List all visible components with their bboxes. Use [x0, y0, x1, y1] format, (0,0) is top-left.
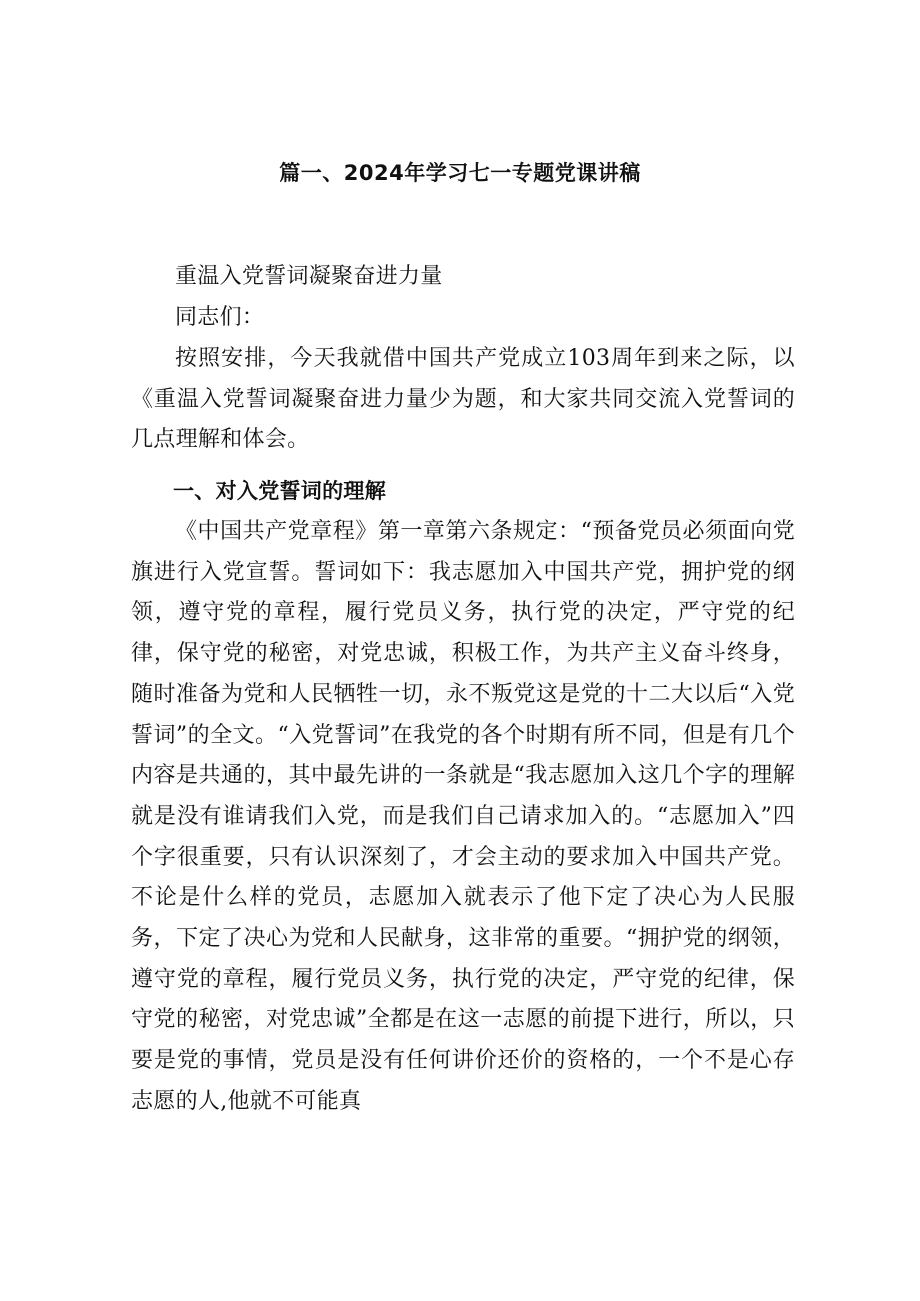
- speech-subtitle: [131, 257, 795, 298]
- speech-subtitle-text: 重温入党誓词凝聚奋进力量: [175, 264, 443, 289]
- intro-text: 按照安排，今天我就借中国共产党成立103周年到来之际，以《重温入党誓词凝聚奋进力量少为题，和大家共同交流入党誓词的几点理解和体会。: [131, 346, 795, 453]
- document-title: 篇一、2024年学习七一专题党课讲稿: [279, 161, 641, 185]
- section-paragraph: [131, 512, 795, 1123]
- section-paragraph-text: 《中国共产党章程》第一章第六条规定：“预备党员必须面向党旗进行入党宣誓。誓词如下：我志愿加入中国共产党，拥护党的纲领，遵守党的章程，履行党员义务，执行党的决定，严守党的纪律，保守党的秘密，对党忠诚，积极工作，为共产主义奋斗终身，随时准备为党和人民牺牲一切，永不叛党这是党的十二大以后“入党誓词”的全文。“入党誓词”在我党的各个时期有所不同，但是有几个内容是共通的，其中最先讲的一条就是“我志愿加入这几个字的理解就是没有谁请我们入党，而是我们自己请求加入的。“志愿加入”四个字很重要，只有认识深刻了，才会主动的要求加入中国共产党。不论是什么样的党员，志愿加入就表示了他下定了决心为人民服务，下定了决心为党和人民献身，这非常的重要。“拥护党的纲领，遵守党的章程，履行党员义务，执行党的决定，严守党的纪律，保守党的秘密，对党忠诚”全都是在这一志愿的前提下进行，所以，只要是党的事情，党员是没有任何讲价还价的资格的，一个不是心存志愿的人,他就不可能真: [131, 519, 795, 1114]
- greeting-text: 同志们：: [175, 305, 265, 330]
- intro-paragraph: [131, 339, 795, 461]
- section-heading-text: 一、对入党誓词的理解: [173, 479, 386, 503]
- greeting: [131, 298, 795, 339]
- section-heading: [131, 471, 795, 512]
